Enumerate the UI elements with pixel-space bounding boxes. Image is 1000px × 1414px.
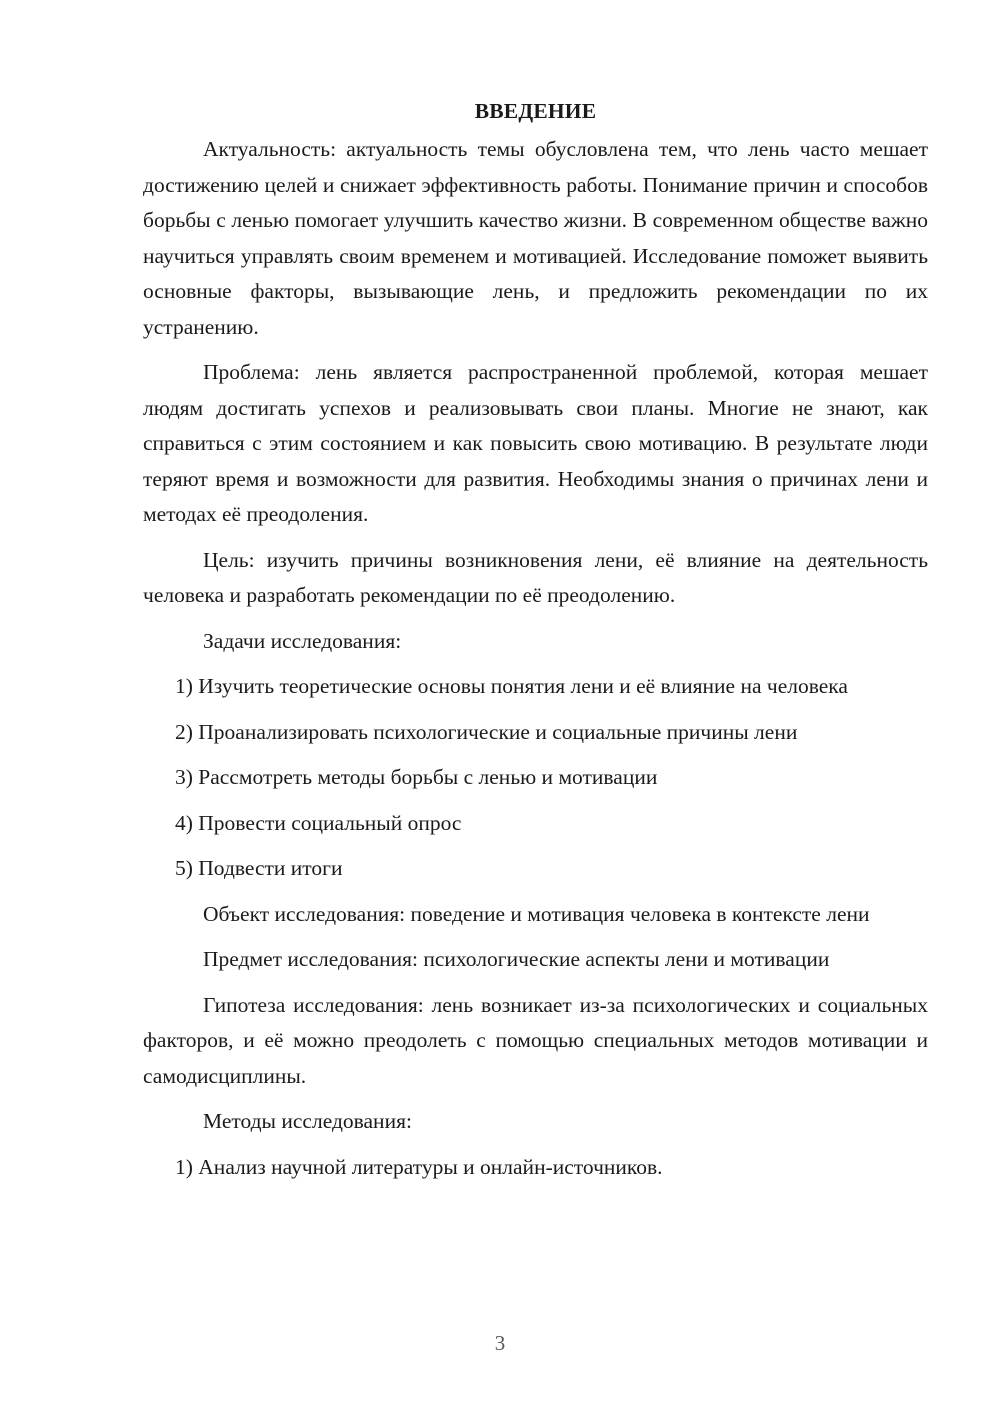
task-item-1: 1) Изучить теоретические основы понятия лени и её влияние на человека bbox=[175, 674, 848, 698]
hypothesis-paragraph: Гипотеза исследования: лень возникает из-за психологических и социальных факторов, и её можно преодолеть с помощью специальных методов мотивации и самодисциплины. bbox=[143, 992, 928, 1088]
object-paragraph: Объект исследования: поведение и мотивация человека в контексте лени bbox=[203, 901, 870, 926]
task-item-2: 2) Проанализировать психологические и социальные причины лени bbox=[175, 719, 798, 744]
task-item-4: 4) Провести социальный опрос bbox=[175, 810, 462, 835]
subject-paragraph: Предмет исследования: психологические аспекты лени и мотивации bbox=[203, 947, 830, 971]
relevance-paragraph: Актуальность: актуальность темы обусловлена тем, что лень часто мешает достижению целей и снижает эффективность работы. Понимание причин и способов борьбы с ленью помогает улучшить качество жизни. В современном обществе важно научиться управлять своим временем и мотивацией. Исследование поможет выявить основные факторы, вызывающие лень, и предложить рекомендации по их устранению. bbox=[143, 137, 928, 339]
tasks-heading: Задачи исследования: bbox=[203, 628, 402, 653]
task-item-5: 5) Подвести итоги bbox=[175, 856, 343, 880]
page-body bbox=[143, 94, 928, 1195]
goal-paragraph: Цель: изучить причины возникновения лени, её влияние на деятельность человека и разработать рекомендации по её преодолению. bbox=[143, 547, 928, 607]
task-item-3: 3) Рассмотреть методы борьбы с ленью и мотивации bbox=[175, 765, 658, 789]
page-number: 3 bbox=[494, 1331, 506, 1355]
methods-heading: Методы исследования: bbox=[203, 1109, 412, 1133]
page-title: ВВЕДЕНИЕ bbox=[474, 99, 597, 123]
method-item-1: 1) Анализ научной литературы и онлайн-источников. bbox=[175, 1154, 663, 1179]
problem-paragraph: Проблема: лень является распространенной проблемой, которая мешает людям достигать успехов и реализовывать свои планы. Многие не знают, как справиться с этим состоянием и как повысить свою мотивацию. В результате люди теряют время и возможности для развития. Необходимы знания о причинах лени и методах её преодоления. bbox=[143, 360, 928, 526]
